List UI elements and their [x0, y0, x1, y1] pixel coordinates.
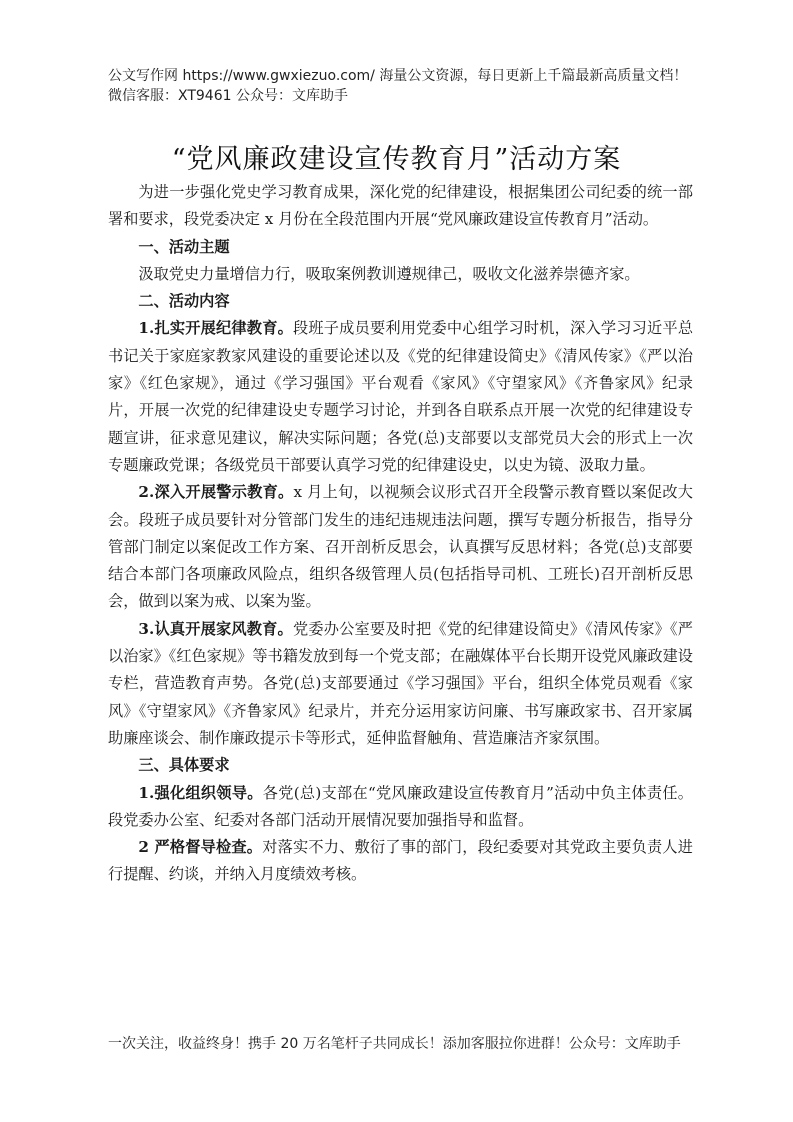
document-body	[108, 179, 693, 889]
site-footer	[108, 1034, 693, 1055]
item-lead: 3.认真开展家风教育。	[138, 619, 293, 638]
section-heading-content: 二、活动内容	[138, 292, 230, 311]
item-lead: 1.扎实开展纪律教育。	[138, 319, 293, 338]
requirement-item-inspection	[108, 834, 693, 889]
item-text: 各党(总)支部在“党风廉政建设宣传教育月”活动中负主体责任。段党委办公室、纪委对各部门活动开展情况要加强指导和监督。	[108, 783, 693, 829]
content-item-discipline	[108, 315, 693, 479]
intro-paragraph: 为进一步强化党史学习教育成果，深化党的纪律建设，根据集团公司纪委的统一部署和要求，段党委决定 x 月份在全段范围内开展“党风廉政建设宣传教育月”活动。	[108, 183, 693, 229]
page-title: “党风廉政建设宣传教育月”活动方案	[171, 144, 622, 175]
section-heading-requirements: 三、具体要求	[138, 756, 230, 775]
theme-paragraph: 汲取党史力量增信力行，吸取案例教训遵规律己，吸收文化滋养崇德齐家。	[138, 264, 640, 283]
site-footer-text: 一次关注，收益终身！携手 20 万名笔杆子共同成长！添加客服拉你进群！公众号：文库助手	[108, 1036, 681, 1052]
item-text: 党委办公室要及时把《党的纪律建设简史》《清风传家》《严以治家》《红色家规》等书籍发放到每一个党支部；在融媒体平台长期开设党风廉政建设专栏，营造教育声势。各党(总)支部要通过《学习强国》平台，组织全体党员观看《家风》《守望家风》《齐鲁家风》纪录片，并充分运用家访问廉、书写廉政家书、召开家属助廉座谈会、制作廉政提示卡等形式，延伸监督触角、营造廉洁齐家氛围。	[108, 619, 693, 747]
requirement-item-leadership	[108, 780, 693, 835]
item-text: 对落实不力、敷衍了事的部门，段纪委要对其党政主要负责人进行提醒、约谈，并纳入月度绩效考核。	[108, 838, 693, 884]
content-item-family	[108, 616, 693, 752]
site-header	[108, 66, 693, 106]
item-lead: 2.深入开展警示教育。	[138, 483, 294, 502]
item-text: x 月上旬，以视频会议形式召开全段警示教育暨以案促改大会。段班子成员要针对分管部门发生的违纪违规违法问题，撰写专题分析报告，指导分管部门制定以案促改工作方案、召开剖析反思会，认真撰写反思材料；各党(总)支部要结合本部门各项廉政风险点，组织各级管理人员(包括指导司机、工班长)召开剖析反思会，做到以案为戒、以案为鉴。	[108, 483, 693, 611]
section-heading-theme: 一、活动主题	[138, 237, 230, 256]
site-header-text: 公文写作网 https://www.gwxiezuo.com/ 海量公文资源，每日更新上千篇最新高质量文档！微信客服：XT9461 公众号：文库助手	[108, 68, 688, 104]
item-text: 段班子成员要利用党委中心组学习时机，深入学习习近平总书记关于家庭家教家风建设的重要论述以及《党的纪律建设简史》《清风传家》《严以治家》《红色家规》，通过《学习强国》平台观看《家风》《守望家风》《齐鲁家风》纪录片，开展一次党的纪律建设史专题学习讨论，并到各自联系点开展一次党的纪律建设专题宣讲，征求意见建议，解决实际问题；各党(总)支部要以支部党员大会的形式上一次专题廉政党课；各级党员干部要认真学习党的纪律建设史，以史为镜、汲取力量。	[108, 319, 694, 474]
item-lead: 2 严格督导检查。	[138, 838, 263, 857]
item-lead: 1.强化组织领导。	[138, 783, 263, 802]
content-item-warning	[108, 479, 693, 615]
